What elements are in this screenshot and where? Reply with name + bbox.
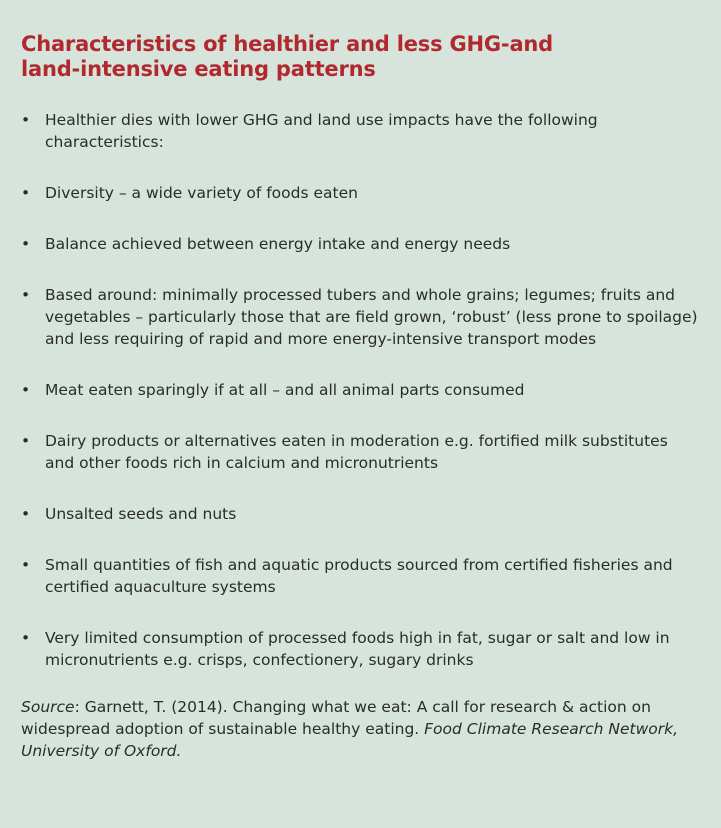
list-item-text: Small quantities of fish and aquatic products sourced from certified fisheries and certified aquaculture systems (45, 556, 673, 596)
bullet-icon: • (21, 505, 31, 523)
bullet-icon: • (21, 286, 31, 304)
list-item (21, 233, 699, 255)
list-item-text: Dairy products or alternatives eaten in moderation e.g. fortified milk substitutes and other foods rich in calcium and micronutrients (45, 432, 668, 472)
list-item-text: Diversity – a wide variety of foods eaten (45, 184, 358, 202)
list-item (21, 503, 699, 525)
title-line-2: land-intensive eating patterns (21, 57, 376, 81)
bullet-icon: • (21, 184, 31, 202)
list-item (21, 182, 699, 204)
list-item-text: Meat eaten sparingly if at all – and all animal parts consumed (45, 381, 525, 399)
bullet-icon: • (21, 111, 31, 129)
panel-title (21, 32, 699, 82)
list-item (21, 430, 699, 474)
list-item (21, 284, 699, 350)
bullet-icon: • (21, 381, 31, 399)
list-item-text: Very limited consumption of processed foods high in fat, sugar or salt and low in micronutrients e.g. crisps, confectionery, sugary drinks (45, 629, 670, 669)
list-item-text: Healthier dies with lower GHG and land use impacts have the following characteristics: (45, 111, 598, 151)
source-label: Source (21, 698, 75, 716)
source-text: : Garnett, T. (2014). Changing what we eat: A call for research & action on widespread adoption of sustainable healthy eating. (21, 698, 651, 738)
characteristics-list (21, 109, 699, 671)
list-item (21, 627, 699, 671)
list-item (21, 554, 699, 598)
bullet-icon: • (21, 556, 31, 574)
source-journal: Food Climate Research Network, University of Oxford. (21, 720, 679, 760)
source-citation (21, 696, 699, 762)
list-item (21, 109, 699, 153)
bullet-icon: • (21, 629, 31, 647)
bullet-icon: • (21, 432, 31, 450)
bullet-icon: • (21, 235, 31, 253)
list-item (21, 379, 699, 401)
list-item-text: Based around: minimally processed tubers and whole grains; legumes; fruits and vegetables – particularly those that are field grown, ‘robust’ (less prone to spoilage) and less requiring of rapid and more energy-intensive transport modes (45, 286, 698, 348)
list-item-text: Unsalted seeds and nuts (45, 505, 237, 523)
list-item-text: Balance achieved between energy intake and energy needs (45, 235, 511, 253)
title-line-1: Characteristics of healthier and less GHG-and (21, 32, 554, 56)
